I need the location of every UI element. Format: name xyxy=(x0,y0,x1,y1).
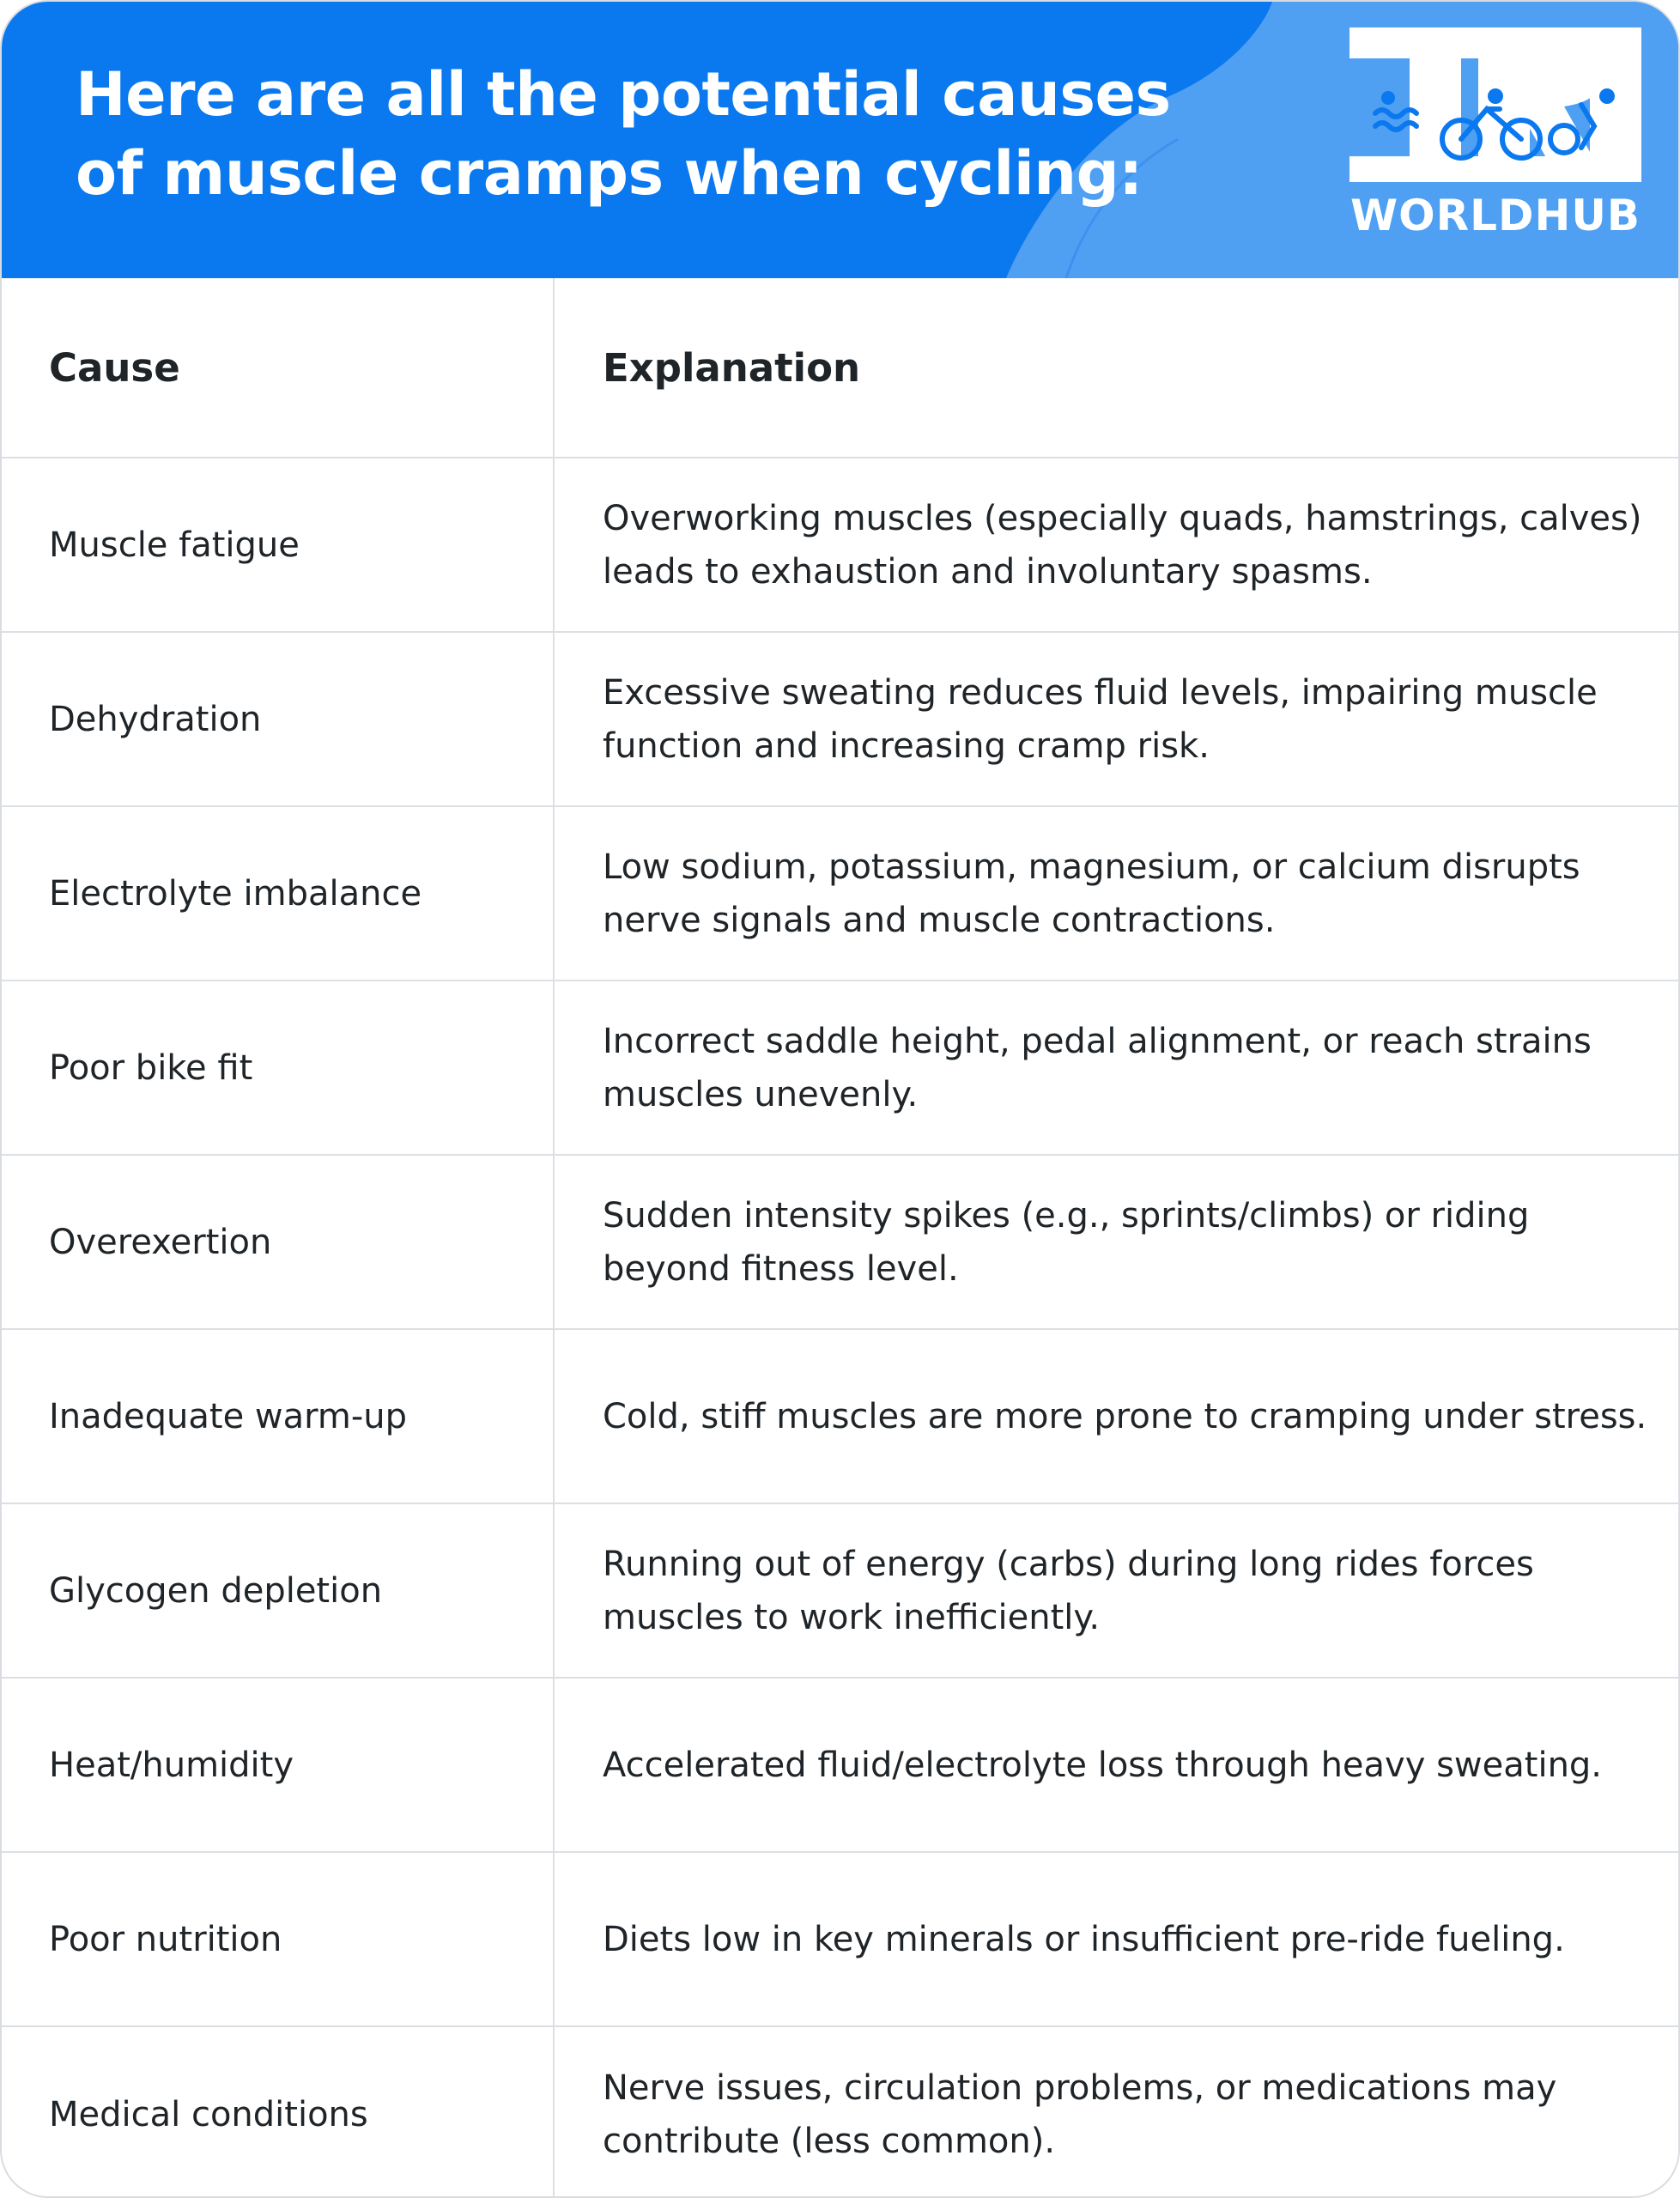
table-row xyxy=(2,807,1680,981)
table-row xyxy=(2,633,1680,807)
table-row xyxy=(2,1853,1680,2027)
table-row xyxy=(2,1679,1680,1853)
cause-cell: Muscle fatigue xyxy=(49,525,300,565)
title-line-1: Here are all the potential causes xyxy=(76,59,1171,130)
causes-table xyxy=(2,278,1680,2198)
cause-cell: Overexertion xyxy=(49,1222,272,1262)
explanation-cell: Accelerated fluid/electrolyte loss through heavy sweating. xyxy=(603,1745,1603,1785)
table-row xyxy=(2,1156,1680,1330)
table-row xyxy=(2,2027,1680,2198)
explanation-cell: Incorrect saddle height, pedal alignment, or reach strains muscles unevenly. xyxy=(603,1021,1592,1114)
explanation-cell: Diets low in key minerals or insufficient pre-ride fueling. xyxy=(603,1919,1565,1959)
brand-name: WORLDHUB xyxy=(1349,191,1641,240)
cause-cell: Inadequate warm-up xyxy=(49,1396,408,1436)
cause-cell: Poor nutrition xyxy=(49,1919,282,1959)
table-row xyxy=(2,458,1680,633)
column-header-explanation: Explanation xyxy=(603,344,861,391)
page-title xyxy=(76,55,1174,213)
tri-worldhub-logo xyxy=(1349,27,1641,251)
explanation-cell: Overworking muscles (especially quads, hamstrings, calves) leads to exhaustion and involuntary spasms. xyxy=(603,498,1642,592)
explanation-cell: Low sodium, potassium, magnesium, or calcium disrupts nerve signals and muscle contractions. xyxy=(603,847,1580,940)
cause-cell: Poor bike fit xyxy=(49,1047,253,1088)
table-row xyxy=(2,1504,1680,1679)
title-line-2: of muscle cramps when cycling: xyxy=(76,138,1143,209)
table-header-row xyxy=(2,278,1680,458)
cause-cell: Medical conditions xyxy=(49,2094,368,2134)
cause-cell: Dehydration xyxy=(49,699,262,739)
tri-logo-mark xyxy=(1349,27,1641,186)
table-row xyxy=(2,981,1680,1156)
explanation-cell: Nerve issues, circulation problems, or medications may contribute (less common). xyxy=(603,2067,1557,2161)
cause-cell: Electrolyte imbalance xyxy=(49,873,422,914)
header-banner xyxy=(2,2,1680,278)
explanation-cell: Sudden intensity spikes (e.g., sprints/climbs) or riding beyond fitness level. xyxy=(603,1195,1530,1289)
explanation-cell: Running out of energy (carbs) during long rides forces muscles to work inefficiently. xyxy=(603,1544,1534,1637)
explanation-cell: Excessive sweating reduces fluid levels, impairing muscle function and increasing cramp risk. xyxy=(603,672,1598,766)
column-header-cause: Cause xyxy=(49,344,180,391)
cause-cell: Heat/humidity xyxy=(49,1745,294,1785)
table-row xyxy=(2,1330,1680,1504)
explanation-cell: Cold, stiff muscles are more prone to cramping under stress. xyxy=(603,1396,1647,1436)
cause-cell: Glycogen depletion xyxy=(49,1570,383,1611)
